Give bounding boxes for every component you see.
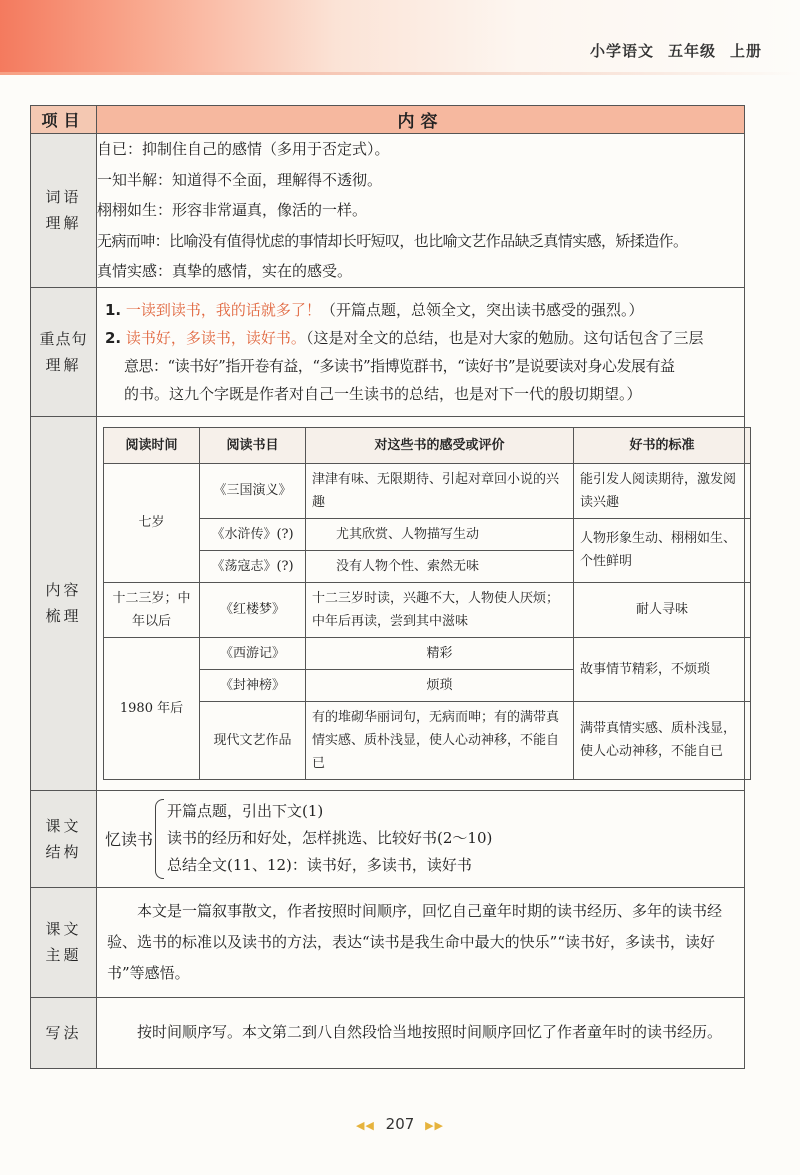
header-grade: 五年级 bbox=[667, 42, 716, 60]
period-cell: 七岁 bbox=[104, 463, 200, 582]
key-sentence-content bbox=[97, 287, 745, 416]
header-content: 内容 bbox=[97, 106, 745, 134]
writing-label: 写法 bbox=[31, 997, 97, 1068]
col-header-standard: 好书的标准 bbox=[574, 427, 751, 463]
vocab-item: 一知半解：知道得不全面，理解得不透彻。 bbox=[97, 170, 383, 189]
comment-cell: 尤其欣赏、人物描写生动 bbox=[306, 518, 574, 550]
table-row bbox=[104, 463, 751, 518]
book-cell: 《三国演义》 bbox=[200, 463, 306, 518]
theme-text: 本文是一篇叙事散文，作者按照时间顺序，回忆自己童年时期的读书经历、多年的读书经验、选书的标准以及读书的方法，表达“读书是我生命中最大的快乐”“读书好，多读书，读好书”等感悟。 bbox=[107, 901, 723, 982]
structure-label-line1: 课文 bbox=[45, 816, 82, 835]
key-sentence-1 bbox=[105, 296, 736, 324]
sentence-note: （这是对全文的总结，也是对大家的勉励。这句话包含了三层 bbox=[305, 328, 704, 347]
key-sentence-2-line2: 意思：“读书好”指开卷有益，“多读书”指博览群书，“读好书”是说要读对身心发展有益 bbox=[124, 356, 675, 375]
table-row bbox=[104, 582, 751, 637]
left-arrows-icon: ◀◀ bbox=[355, 1119, 375, 1132]
book-cell: 现代文艺作品 bbox=[200, 701, 306, 779]
structure-row bbox=[31, 790, 745, 887]
col-header-feelings: 对这些书的感受或评价 bbox=[306, 427, 574, 463]
table-row bbox=[104, 637, 751, 669]
theme-label-line1: 课文 bbox=[45, 920, 82, 938]
table-row bbox=[104, 518, 751, 550]
vocab-item: 自已：抑制住自己的感情（多用于否定式）。 bbox=[97, 140, 390, 158]
sentence-note: （开篇点题，总领全文，突出读书感受的强烈。） bbox=[320, 300, 644, 319]
vocab-label bbox=[31, 134, 97, 288]
writing-content bbox=[97, 997, 745, 1068]
book-cell: 《西游记》 bbox=[200, 637, 306, 669]
structure-label-line2: 结构 bbox=[45, 842, 82, 861]
vocab-content bbox=[97, 134, 745, 288]
standard-cell: 能引发人阅读期待，激发阅读兴趣 bbox=[574, 463, 751, 518]
structure-content bbox=[97, 790, 745, 887]
col-header-time: 阅读时间 bbox=[104, 427, 200, 463]
header-subject: 小学语文 bbox=[589, 42, 654, 60]
outline-label bbox=[31, 416, 97, 790]
structure-item: 总结全文(11、12)：读书好，多读书，读好书 bbox=[167, 856, 472, 874]
standard-cell: 满带真情实感、质朴浅显，使人心动神移，不能自已 bbox=[574, 701, 751, 779]
vocab-item: 真情实感：真挚的感情，实在的感受。 bbox=[97, 262, 353, 280]
standard-cell: 人物形象生动、栩栩如生、个性鲜明 bbox=[574, 518, 751, 582]
comment-cell: 有的堆砌华丽词句，无病而呻；有的满带真情实感、质朴浅显，使人心动神移，不能自已 bbox=[306, 701, 574, 779]
key-sentence-row bbox=[31, 287, 745, 416]
comment-cell: 十二三岁时读，兴趣不大，人物使人厌烦；中年后再读，尝到其中滋味 bbox=[306, 582, 574, 637]
table-row bbox=[104, 701, 751, 779]
brace-icon bbox=[155, 799, 164, 879]
structure-title: 忆读书 bbox=[105, 830, 154, 849]
outline-label-line1: 内容 bbox=[45, 581, 82, 599]
theme-row bbox=[31, 887, 745, 997]
structure-item: 开篇点题，引出下文(1) bbox=[167, 802, 324, 820]
comment-cell: 津津有味、无限期待、引起对章回小说的兴趣 bbox=[306, 463, 574, 518]
writing-row bbox=[31, 997, 745, 1068]
vocab-row bbox=[31, 134, 745, 288]
theme-label bbox=[31, 887, 97, 997]
structure-label bbox=[31, 790, 97, 887]
right-arrows-icon: ▶▶ bbox=[425, 1119, 445, 1132]
reading-table bbox=[103, 427, 751, 780]
period-cell: 1980 年后 bbox=[104, 637, 200, 779]
sentence-number: 2. bbox=[105, 328, 122, 347]
vocab-item: 无病而呻：比喻没有值得忧虑的事情却长吁短叹，也比喻文艺作品缺乏真情实感，矫揉造作。 bbox=[97, 231, 688, 250]
outline-content bbox=[97, 416, 745, 790]
structure-item: 读书的经历和好处，怎样挑选、比较好书(2～10) bbox=[167, 829, 493, 847]
key-sentence-2 bbox=[105, 324, 736, 352]
header-item: 项目 bbox=[31, 106, 97, 134]
summary-table bbox=[30, 105, 745, 1069]
comment-cell: 烦琐 bbox=[306, 669, 574, 701]
header-volume: 上册 bbox=[729, 42, 762, 60]
writing-text: 按时间顺序写。本文第二到八自然段恰当地按照时间顺序回忆了作者童年时的读书经历。 bbox=[137, 1023, 723, 1041]
running-header bbox=[576, 40, 762, 61]
standard-cell: 故事情节精彩，不烦琐 bbox=[574, 637, 751, 701]
sentence-quote: 读书好，多读书，读好书。 bbox=[125, 328, 306, 347]
table-header-row bbox=[31, 106, 745, 134]
reading-table-header bbox=[104, 427, 751, 463]
sentence-quote: 一读到读书，我的话就多了！ bbox=[125, 300, 321, 319]
page-number: 207 bbox=[385, 1115, 415, 1133]
vocab-label-line1: 词语 bbox=[45, 188, 82, 207]
key-label-line1: 重点句 bbox=[39, 329, 88, 348]
structure-diagram bbox=[105, 791, 736, 887]
book-cell: 《荡寇志》(?) bbox=[200, 550, 306, 582]
key-sentence-label bbox=[31, 287, 97, 416]
vocab-label-line2: 理解 bbox=[45, 214, 82, 233]
standard-cell: 耐人寻味 bbox=[574, 582, 751, 637]
theme-label-line2: 主题 bbox=[45, 946, 82, 964]
key-label-line2: 理解 bbox=[45, 355, 82, 374]
outline-row bbox=[31, 416, 745, 790]
vocab-item: 栩栩如生：形容非常逼真，像活的一样。 bbox=[97, 201, 368, 219]
period-cell: 十二三岁；中年以后 bbox=[104, 582, 200, 637]
book-cell: 《水浒传》(?) bbox=[200, 518, 306, 550]
header-band bbox=[0, 0, 800, 75]
page-footer bbox=[0, 1115, 800, 1133]
col-header-books: 阅读书目 bbox=[200, 427, 306, 463]
comment-cell: 精彩 bbox=[306, 637, 574, 669]
sentence-number: 1. bbox=[105, 300, 122, 319]
theme-content bbox=[97, 887, 745, 997]
structure-items bbox=[167, 798, 492, 879]
book-cell: 《红楼梦》 bbox=[200, 582, 306, 637]
outline-label-line2: 梳理 bbox=[45, 607, 82, 625]
key-sentence-2-line3: 的书。这九个字既是作者对自己一生读书的总结，也是对下一代的殷切期望。） bbox=[124, 384, 642, 403]
comment-cell: 没有人物个性、索然无味 bbox=[306, 550, 574, 582]
book-cell: 《封神榜》 bbox=[200, 669, 306, 701]
